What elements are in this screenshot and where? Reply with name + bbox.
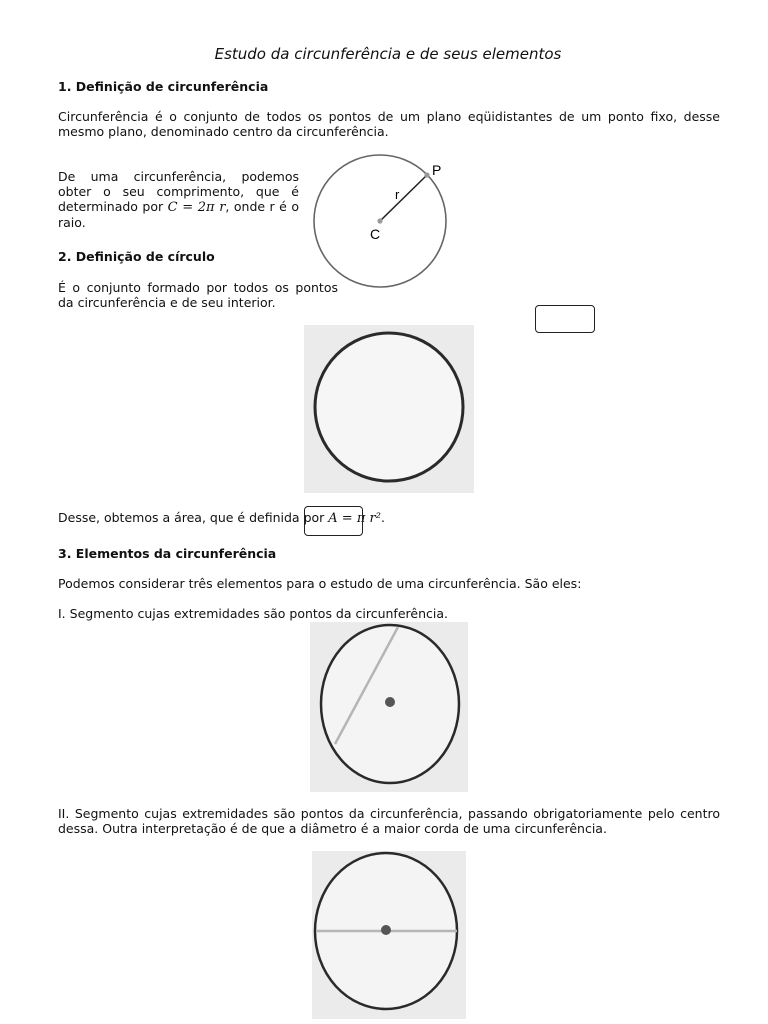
length-text-pre: De uma circunferência, podemos obter o seu comprimento, que é determinado por [58, 169, 299, 214]
length-formula: C = 2π r [167, 200, 226, 215]
disc-outline [315, 333, 463, 481]
radius-label: r [395, 187, 400, 202]
chord-center-point [385, 697, 395, 707]
diameter-center-point [381, 925, 391, 935]
radius-line [380, 175, 427, 221]
diameter-drawing [312, 851, 466, 1019]
length-text-post: , onde r é o raio. [58, 199, 299, 230]
circle-point-p [424, 172, 429, 177]
chord-drawing [310, 622, 468, 792]
chord-figure [310, 622, 468, 792]
center-label: C [370, 226, 381, 242]
area-formula: A = π r² [328, 511, 381, 526]
section1-heading: 1. Definição de circunferência [58, 79, 269, 94]
circle-figure [304, 325, 474, 493]
section1-paragraph: Circunferência é o conjunto de todos os pontos de um plano eqüidistantes de um ponto fixo, desse mesmo plano, denominado centro da circunferência. [58, 109, 720, 139]
diameter-figure [312, 851, 466, 1019]
item1-text: I. Segmento cujas extremidades são pontos da circunferência. [58, 606, 448, 621]
section3-heading: 3. Elementos da circunferência [58, 546, 277, 561]
section2-heading: 2. Definição de círculo [58, 249, 215, 264]
page-title: Estudo da circunferência e de seus elementos [214, 45, 562, 63]
section3-intro: Podemos considerar três elementos para o estudo de uma circunferência. São eles: [58, 576, 582, 591]
circumference-diagram [300, 150, 460, 290]
area-end: . [380, 510, 385, 525]
center-point [377, 218, 382, 223]
section2-paragraph: É o conjunto formado por todos os pontos da circunferência e de seu interior. [58, 280, 338, 310]
area-text: Desse, obtemos a área, que é definida por [58, 510, 325, 525]
circumference-length-text [58, 169, 299, 230]
point-label: P [432, 162, 442, 178]
item2-text: II. Segmento cujas extremidades são pontos da circunferência, passando obrigatoriamente pelo centro dessa. Outra interpretação é de que a diâmetro é a maior corda de uma circunferência. [58, 806, 720, 836]
empty-box [535, 305, 595, 333]
disc-drawing [304, 325, 474, 493]
formula-box [304, 506, 363, 536]
